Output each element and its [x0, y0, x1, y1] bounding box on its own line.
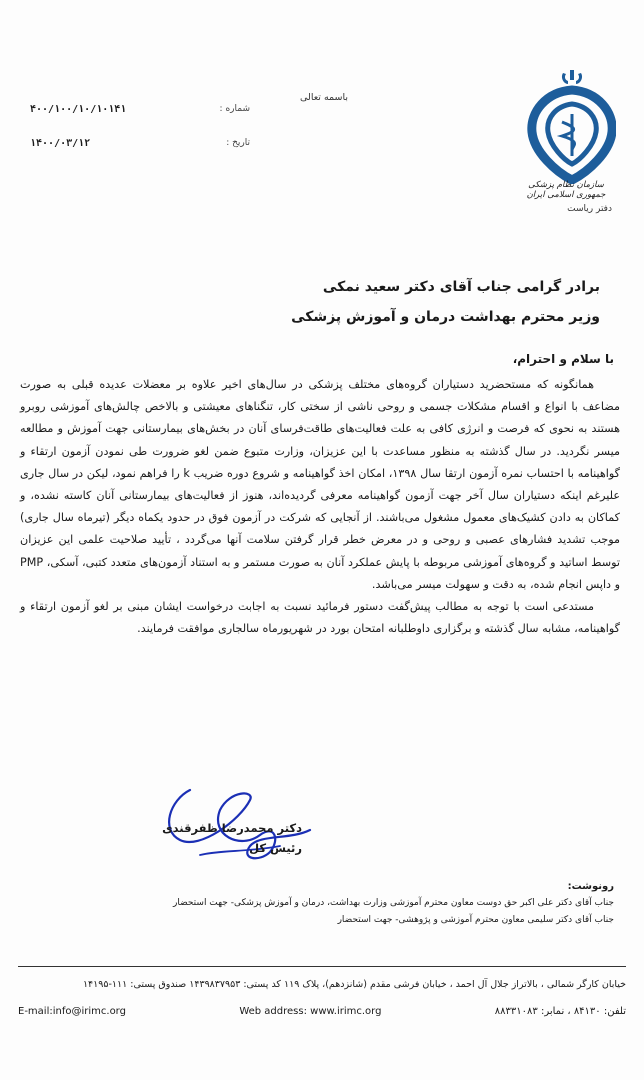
- signatory-title: رئیس کل: [249, 841, 302, 855]
- addressee-line-2: وزیر محترم بهداشت درمان و آموزش پزشکی: [291, 309, 600, 325]
- greeting: با سلام و احترام،: [512, 352, 614, 366]
- letter-body: [20, 374, 620, 640]
- cc-section: [134, 878, 614, 929]
- cc-line-2: جناب آقای دکتر سلیمی معاون محترم آموزشی و پژوهشی- جهت استحضار: [337, 915, 614, 925]
- letter-date: ۱۴۰۰/۰۳/۱۲: [30, 137, 91, 149]
- body-paragraph-2: مستدعی است با توجه به مطالب پیش‌گفت دستور فرمائید نسبت به اجابت درخواست ایشان مبنی بر لغو آزمون ارتقاء و گواهینامه، مشابه سال گذشته و برگزاری داوطلبانه امتحان بورد در شهریورماه سالجاری موافقت فرمایند.: [20, 600, 620, 636]
- signatory-name: دکتر محمدرضا ظفرقندی: [162, 821, 302, 835]
- number-row: [30, 92, 250, 126]
- org-logo: [516, 64, 616, 224]
- bismillah: باسمه تعالی: [300, 92, 349, 103]
- footer-web: Web address: www.irimc.org: [239, 1006, 382, 1017]
- footer-phone: تلفن: ۸۴۱۳۰ ، نمابر: ۸۸۳۳۱۰۸۳: [494, 1006, 626, 1017]
- addressee: [150, 272, 600, 332]
- date-row: [30, 126, 250, 160]
- footer-address: خیابان کارگر شمالی ، بالاتراز جلال آل احمد ، خیابان فرشی مقدم (شانزدهم)، پلاک ۱۱۹ کد پستی: ۱۴۳۹۸۳۷۹۵۳ صندوق پستی: ۱۱۱-۱۴۱۹۵: [82, 979, 626, 990]
- addressee-line-1: برادر گرامی جناب آقای دکتر سعید نمکی: [322, 279, 600, 295]
- org-name: سازمان نظام پزشکی جمهوری اسلامی ایران: [526, 180, 606, 201]
- cc-title: رونوشت:: [567, 881, 614, 892]
- cc-line-1: جناب آقای دکتر علی اکبر حق دوست معاون محترم آموزشی وزارت بهداشت، درمان و آموزش پزشکی- جهت استحضار: [172, 898, 614, 908]
- letter-number: ۴۰۰/۱۰۰/۱۰/۱۰۱۴۱: [30, 103, 127, 115]
- medical-council-emblem-icon: [516, 64, 616, 184]
- letter-meta: [30, 92, 250, 160]
- body-paragraph-1: همانگونه که مستحضرید دستیاران گروه‌های مختلف پزشکی در سال‌های اخیر علاوه بر معضلات عدیده قبلی به صورت مضاعف با انواع و اقسام مشکلات جسمی و روحی ناشی از سختی کار، تنگناهای معیشتی و بالاخص چالش‌های آموزشی روبرو هستند به نحوی که فرصت و انرژی کافی به علت فعالیت‌های طاقت‌فرسای آنان در بخش‌های بیمارستانی جهت آموزش و مطالعه میسر نگردید. در سال گذشته به منظور مساعدت با این عزیزان، وزارت متبوع ضمن لغو ضرورت طی نمودن آزمون ارتقاء و گواهینامه با احتساب نمره آزمون ارتقا سال ۱۳۹۸، امکان اخذ گواهینامه و شروع دوره ضریب k را فراهم نمود، لیکن در سال جاری علیرغم اینکه دستیاران سال آخر جهت آزمون گواهینامه معرفی گردیده‌اند، هنوز از فعالیت‌های بیمارستانی آنان کاسته نشده، و کماکان به دادن کشیک‌های معمول مشغول می‌باشند. از آنجایی که شرکت در آزمون فوق در حدود یکماه دیگر (تیرماه سال جاری) موجب تشدید فشارهای عصبی و روحی و در معرض خطر قرار گرفتن سلامت آنها می‌گردد ، تأیید صلاحیت علمی این عزیزان توسط اساتید و گروه‌های آموزشی مربوطه با پایش عملکرد آنان به صورت مستمر و به استناد آزمون‌های متعدد کتبی، آسکی، PMP و داپس انجام شده، به دقت و سهولت میسر می‌باشد.: [20, 378, 620, 591]
- office-label: دفتر ریاست: [567, 204, 612, 214]
- number-label: شماره :: [219, 104, 250, 114]
- footer-email: E-mail:info@irimc.org: [18, 1006, 126, 1017]
- footer-contacts: [18, 1006, 626, 1017]
- letter-footer: [18, 966, 626, 1017]
- date-label: تاریخ :: [226, 138, 250, 148]
- signatory: [162, 818, 302, 858]
